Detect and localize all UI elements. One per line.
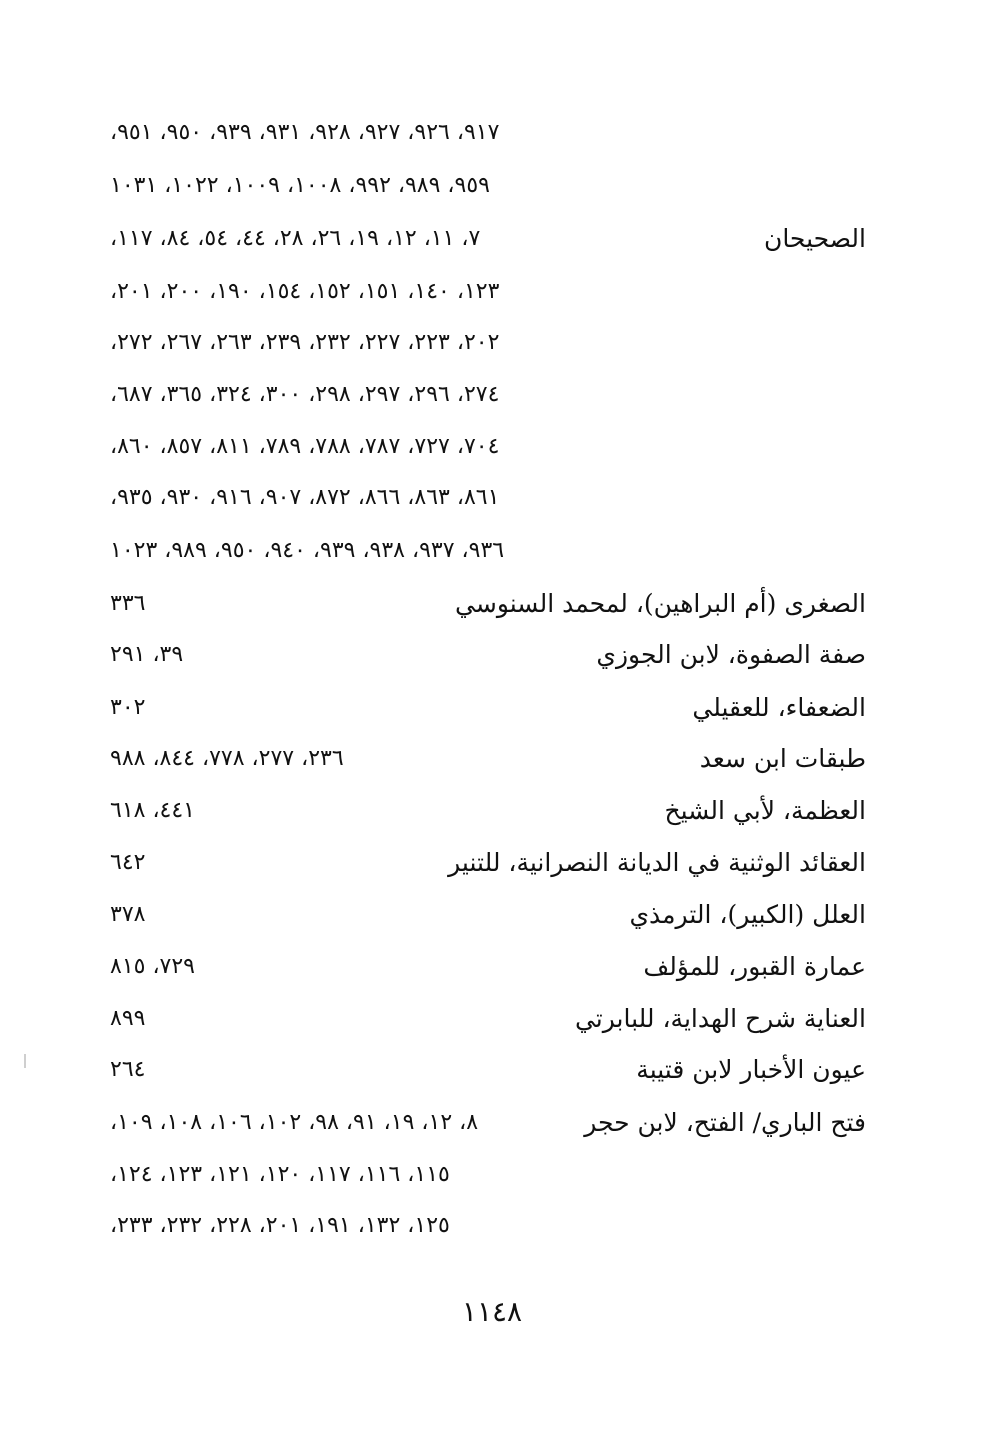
entry-page-numbers: ٢٣٦، ٢٧٧، ٧٧٨، ٨٤٤، ٩٨٨ (110, 746, 344, 771)
index-entry (100, 635, 866, 675)
entry-title: فتح الباري/ الفتح، لابن حجر (584, 1108, 866, 1137)
index-entry-continuation (100, 375, 866, 415)
entry-title: طبقات ابن سعد (699, 744, 866, 773)
index-entry-continuation (100, 166, 866, 206)
entry-page-numbers: ٢٠٢، ٢٢٣، ٢٢٧، ٢٣٢، ٢٣٩، ٢٦٣، ٢٦٧، ٢٧٢، (110, 330, 500, 355)
entry-title: صفة الصفوة، لابن الجوزي (596, 640, 866, 669)
page-number: ١١٤٨ (461, 1295, 523, 1328)
index-entry (100, 1050, 866, 1090)
index-entry-continuation (100, 323, 866, 363)
index-entry-continuation (100, 113, 866, 153)
entry-title: الصغرى (أم البراهين)، لمحمد السنوسي (455, 589, 866, 618)
index-entry-sahihan (100, 219, 866, 259)
index-entry-continuation (100, 272, 866, 312)
entry-title: الصحيحان (763, 224, 866, 253)
entry-title: عيون الأخبار لابن قتيبة (636, 1055, 866, 1084)
entry-page-numbers: ٢٦٤ (110, 1057, 146, 1082)
entry-page-numbers: ٢٧٤، ٢٩٦، ٢٩٧، ٢٩٨، ٣٠٠، ٣٢٤، ٣٦٥، ٦٨٧، (110, 382, 500, 407)
entry-page-numbers: ٩٥٩، ٩٨٩، ٩٩٢، ١٠٠٨، ١٠٠٩، ١٠٢٢، ١٠٣١ (110, 173, 490, 198)
index-entry (100, 688, 866, 728)
entry-title: العظمة، لأبي الشيخ (664, 796, 866, 825)
index-entry (100, 1103, 866, 1143)
entry-page-numbers: ١٢٥، ١٣٢، ١٩١، ٢٠١، ٢٢٨، ٢٣٢، ٢٣٣، (110, 1213, 450, 1238)
index-entry (100, 999, 866, 1039)
entry-title: العلل (الكبير)، الترمذي (629, 900, 866, 929)
entry-title: العقائد الوثنية في الديانة النصرانية، للتنير (448, 848, 866, 877)
entry-title: عمارة القبور، للمؤلف (643, 952, 866, 981)
entry-title: العناية شرح الهداية، للبابرتي (574, 1004, 866, 1033)
entry-page-numbers: ٣٩، ٢٩١ (110, 642, 184, 667)
entry-page-numbers: ٩٣٦، ٩٣٧، ٩٣٨، ٩٣٩، ٩٤٠، ٩٥٠، ٩٨٩، ١٠٢٣ (110, 538, 505, 563)
entry-page-numbers: ١١٥، ١١٦، ١١٧، ١٢٠، ١٢١، ١٢٣، ١٢٤، (110, 1162, 450, 1187)
entry-page-numbers: ١٢٣، ١٤٠، ١٥١، ١٥٢، ١٥٤، ١٩٠، ٢٠٠، ٢٠١، (110, 279, 500, 304)
index-entry (100, 895, 866, 935)
entry-page-numbers: ٣٧٨ (110, 902, 146, 927)
entry-page-numbers: ٣٣٦ (110, 591, 146, 616)
entry-page-numbers: ٦٤٢ (110, 850, 146, 875)
entry-page-numbers: ٣٠٢ (110, 695, 146, 720)
index-entry (100, 843, 866, 883)
index-entry (100, 947, 866, 987)
entry-page-numbers: ٨٩٩ (110, 1006, 146, 1031)
entry-page-numbers: ٤٤١، ٦١٨ (110, 798, 195, 823)
scan-artifact (24, 1054, 26, 1068)
index-entry-continuation (100, 478, 866, 518)
index-entry (100, 584, 866, 624)
entry-page-numbers: ٨٦١، ٨٦٣، ٨٦٦، ٨٧٢، ٩٠٧، ٩١٦، ٩٣٠، ٩٣٥، (110, 485, 500, 510)
entry-title: الضعفاء، للعقيلي (692, 693, 866, 722)
entry-page-numbers: ٩١٧، ٩٢٦، ٩٢٧، ٩٢٨، ٩٣١، ٩٣٩، ٩٥٠، ٩٥١، (110, 120, 500, 145)
index-entry (100, 791, 866, 831)
index-entry-continuation (100, 531, 866, 571)
index-entry-continuation (100, 1155, 866, 1195)
index-entry-continuation (100, 427, 866, 467)
entry-page-numbers: ٨، ١٢، ١٩، ٩١، ٩٨، ١٠٢، ١٠٦، ١٠٨، ١٠٩، (110, 1110, 479, 1135)
index-entry-continuation (100, 1206, 866, 1246)
entry-page-numbers: ٧٢٩، ٨١٥ (110, 954, 195, 979)
entry-page-numbers: ٧٠٤، ٧٢٧، ٧٨٧، ٧٨٨، ٧٨٩، ٨١١، ٨٥٧، ٨٦٠، (110, 434, 500, 459)
index-entry (100, 739, 866, 779)
entry-page-numbers: ٧، ١١، ١٢، ١٩، ٢٦، ٢٨، ٤٤، ٥٤، ٨٤، ١١٧، (110, 226, 481, 251)
